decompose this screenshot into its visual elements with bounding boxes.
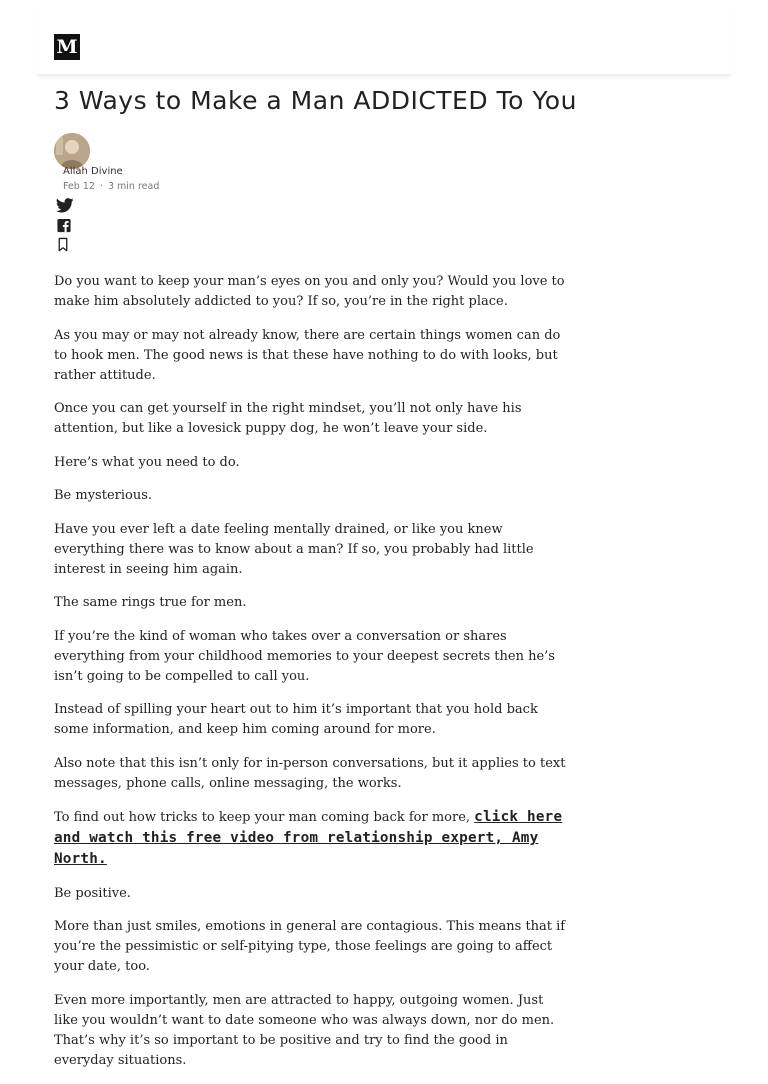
paragraph: Have you ever left a date feeling mentally drained, or like you knew everything there was to know about a man? If so, you probably had little interest in seeing him again. [54,521,534,577]
medium-logo[interactable]: M [54,34,80,60]
paragraph: Even more importantly, men are attracted to happy, outgoing women. Just like you wouldn’t want to date someone who was always down, nor do men. That’s why it’s so important to be positive and try to find the good in everyday situations. [54,992,555,1068]
facebook-share-button[interactable] [56,218,74,234]
facebook-icon [56,218,72,233]
bookmark-button[interactable] [56,237,74,253]
free-video-link[interactable]: click here and watch this free video from relationship expert, Amy North. [54,809,563,867]
cta-lead-text: To find out how tricks to keep your man coming back for more, [54,810,471,825]
paragraph: If you’re the kind of woman who takes over a conversation or shares everything from your childhood memories to your deepest secrets then he’s isn’t going to be compelled to call you. [54,628,555,684]
paragraph: More than just smiles, emotions in general are contagious. This means that if you’re the pessimistic or self-pitying type, those feelings are going to affect your date, too. [54,919,566,974]
paragraph: Once you can get yourself in the right mindset, you’ll not only have his attention, but like a lovesick puppy dog, he won’t leave your side. [54,401,522,436]
bookmark-icon [56,237,70,252]
paragraph: Here’s what you need to do. [54,454,240,470]
twitter-icon [56,198,74,213]
paragraph: Instead of spilling your heart out to him it’s important that you hold back some information, and keep him coming around for more. [54,702,538,737]
twitter-share-button[interactable] [56,198,74,214]
article-title: 3 Ways to Make a Man ADDICTED To You [54,86,577,115]
author-name[interactable]: Allah Divine [63,166,123,177]
meta-separator: · [99,181,103,192]
paragraph: As you may or may not already know, there are certain things women can do to hook men. The good news is that these have nothing to do with looks, but rather attitude. [54,327,561,383]
section-heading-positive: Be positive. [54,885,131,901]
post-meta [63,181,159,192]
avatar-image [54,133,90,169]
post-date: Feb 12 [63,181,95,192]
article-body [54,272,566,1084]
paragraph: Do you want to keep your man’s eyes on you and only you? Would you love to make him absolutely addicted to you? If so, you’re in the right place. [54,274,565,309]
author-avatar[interactable] [54,133,90,169]
paragraph: Also note that this isn’t only for in-person conversations, but it applies to text messages, phone calls, online messaging, the works. [54,755,566,791]
read-time: 3 min read [107,181,160,192]
top-navigation-bar [36,0,732,75]
paragraph: The same rings true for men. [54,595,247,610]
section-heading-mysterious: Be mysterious. [54,488,153,503]
cta-paragraph [54,807,566,870]
